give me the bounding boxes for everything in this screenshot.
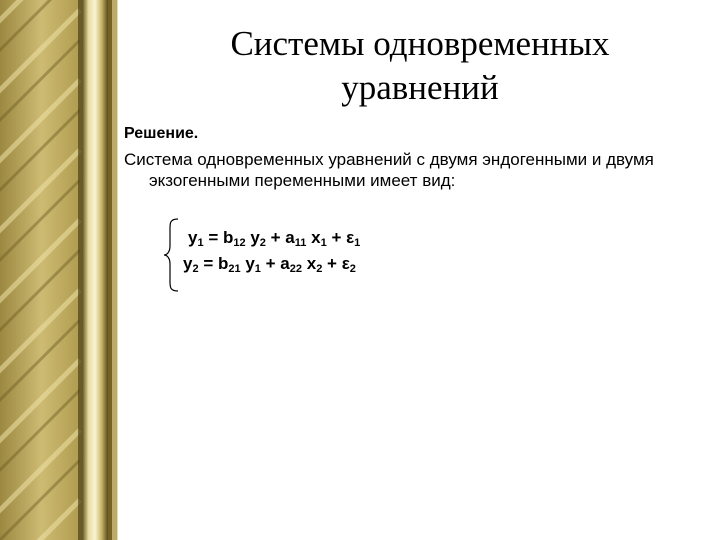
eq2-var-y-sub: 1 [254,263,261,275]
eq1-plus-1: + [265,228,286,247]
left-brace-icon [163,218,181,292]
eq1-var-x: x [306,228,321,247]
eq2-lhs-sub: 2 [192,263,199,275]
slide-title [160,22,680,110]
eq2-plus-2: + [322,254,342,273]
eq1-coef-a: a [285,228,295,247]
eq2-var-x: x [302,254,317,273]
eq1-coef-b: b [222,228,234,247]
eq2-coef-b-sub: 21 [228,263,241,275]
eq1-coef-a-sub: 11 [294,237,307,249]
eq2-error-sub: 2 [349,263,356,275]
eq2-plus-1: + [260,254,281,273]
eq1-var-y-sub: 2 [259,237,266,249]
eq2-error: ε [341,254,350,273]
eq1-var-x-sub: 1 [320,237,327,249]
eq1-error-sub: 1 [354,237,361,249]
description-paragraph: Система одновременных уравнений с двумя эндогенными и двумя экзогенными переменными имеет вид: [124,150,654,190]
eq1-lhs-sub: 1 [197,237,204,249]
eq1-lhs: y [188,228,198,247]
equation-1 [188,228,360,248]
slide-body [124,123,704,191]
eq1-plus-2: + [326,228,347,247]
decorative-border [0,0,118,540]
marble-texture-graphic [0,0,118,540]
eq1-coef-b-sub: 12 [233,237,246,249]
title-line-1: Системы одновременных [230,24,610,63]
eq2-coef-a-sub: 22 [289,263,303,275]
eq2-var-y: y [240,254,255,273]
solution-label: Решение. [124,125,199,142]
eq2-coef-b: b [217,254,229,273]
equation-2 [183,254,356,274]
eq2-coef-a: a [280,254,290,273]
eq1-var-y: y [245,228,260,247]
eq1-error: ε [346,228,355,247]
eq2-var-x-sub: 2 [316,263,323,275]
title-line-2: уравнений [341,68,499,107]
eq2-equals: = [198,254,218,273]
eq2-lhs: y [183,254,193,273]
eq1-equals: = [203,228,223,247]
